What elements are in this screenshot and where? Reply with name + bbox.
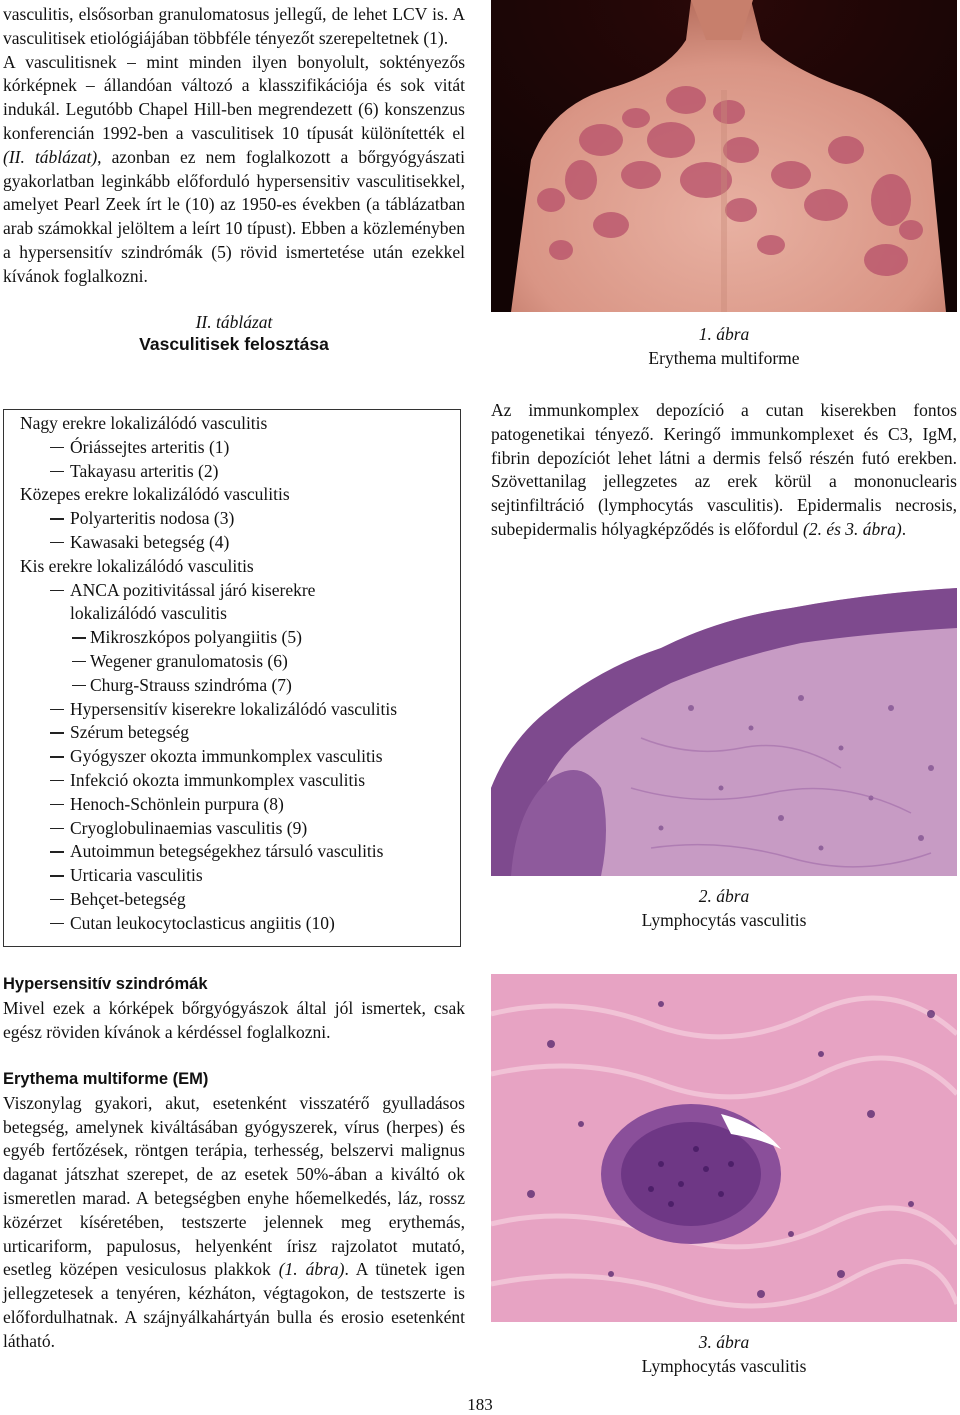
table-rows: [20, 412, 460, 936]
figure-3-image: [491, 974, 957, 1322]
table-row: [20, 579, 460, 603]
table-row-text: Kis erekre lokalizálódó vasculitis: [20, 555, 254, 576]
figure-2-caption: [491, 884, 957, 932]
section-heading: Hypersensitív szindrómák: [3, 975, 208, 993]
figure-caption-text: Lymphocytás vasculitis: [641, 1356, 807, 1376]
table-row-text: Gyógyszer okozta immunkomplex vasculitis: [70, 746, 383, 767]
dash-marker: [50, 709, 64, 711]
table-row-text: Autoimmun betegségekhez társuló vasculitis: [70, 841, 384, 862]
table-row-text: Cutan leukocytoclasticus angiitis (10): [70, 912, 335, 933]
dash-marker: [50, 518, 64, 520]
dash-marker: [50, 780, 64, 782]
dash-marker: [50, 828, 64, 830]
table-row-text: Nagy erekre lokalizálódó vasculitis: [20, 413, 268, 433]
table-row: [20, 793, 460, 817]
figure-caption-text: Lymphocytás vasculitis: [641, 910, 807, 930]
table-row-text: Churg-Strauss szindróma (7): [90, 674, 292, 695]
intro-paragraph-1: vasculitis, elsősorban granulomatosus jellegű, de lehet LCV is. A vasculitisek etiológiájában többféle tényezőt szerepeltetnek (1).: [3, 4, 465, 48]
dash-marker: [50, 851, 64, 853]
table-row: [20, 460, 460, 484]
dash-marker: [50, 804, 64, 806]
dash-marker: [50, 756, 64, 758]
dash-marker: [50, 923, 64, 925]
dash-marker: [50, 447, 64, 449]
figure-number: 1. ábra: [698, 324, 750, 344]
table-row-text: ANCA pozitivitással járó kiserekre: [70, 579, 316, 600]
section-text: Viszonylag gyakori, akut, esetenként visszatérő gyulladásos betegség, amelynek kiváltásában gyógyszerek, vírus (herpes) és egyéb fertőzések, röntgen terápia, terhesség, belszervi malignus daganat játszhat szerepet, de az esetek 50%-ában a kiváltó ok ismeretlen marad. A betegségben enyhe hőemelkedés, láz, rossz közérzet kíséretében, testszerte jelennek meg erythemás, urticariform, papulosus, helyenként írisz rajzolatot mutató, esetleg középen vesiculosus plakkok (1. ábra). A tünetek igen jellegzetesek a tenyéren, kézháton, végtagokon, de testszerte is előfordulhatnak. A szájnyálkahártyán bulla és erosio esetenként látható.: [3, 1092, 465, 1351]
table-reference: (II. táblázat): [3, 146, 98, 167]
dash-marker: [50, 542, 64, 544]
table-row-text: Közepes erekre lokalizálódó vasculitis: [20, 484, 290, 505]
table-row-text: lokalizálódó vasculitis: [70, 603, 227, 624]
table-row: [20, 483, 460, 507]
section-text: Mivel ezek a kórképek bőrgyógyászok által jól ismertek, csak egész röviden kívánok a kérdéssel foglalkozni.: [3, 997, 465, 1042]
figure-reference: (2. és 3. ábra): [803, 518, 902, 539]
table-row: [20, 840, 460, 864]
table-row: [20, 507, 460, 531]
figure-1-image: [491, 0, 957, 312]
table-row: [20, 864, 460, 888]
figure-number: 3. ábra: [698, 1332, 750, 1352]
table-row: [20, 912, 460, 936]
table-row-text: Hypersensitív kiserekre lokalizálódó vasculitis: [70, 698, 398, 719]
figure-1-caption: [491, 322, 957, 370]
figure-3-caption: [491, 1330, 957, 1378]
dash-marker: [50, 875, 64, 877]
figure-reference: (1. ábra): [278, 1259, 345, 1280]
table-row-text: Szérum betegség: [70, 722, 190, 743]
table-row: [20, 531, 460, 555]
intro-text: [3, 3, 465, 355]
dash-marker: [50, 732, 64, 734]
table-row: [20, 888, 460, 912]
table-row: [20, 602, 460, 626]
table-row-text: Behçet-betegség: [70, 888, 186, 909]
immunocomplex-paragraph: [491, 399, 957, 542]
table-row-text: Polyarteritis nodosa (3): [70, 508, 235, 529]
section-erythema-multiforme: [3, 1068, 465, 1354]
section-hypersensitive: [3, 973, 465, 1044]
figure-2-image: [491, 588, 957, 876]
table-row: [20, 698, 460, 722]
table-row: [20, 674, 460, 698]
dash-marker: [50, 471, 64, 473]
dash-marker: [50, 899, 64, 901]
table-row-text: Cryoglobulinaemias vasculitis (9): [70, 817, 308, 838]
table-caption: [3, 311, 465, 355]
table-row: [20, 745, 460, 769]
table-row: [20, 412, 460, 436]
classification-table: [3, 409, 461, 947]
table-title: Vasculitisek felosztása: [139, 333, 329, 354]
table-row: [20, 626, 460, 650]
page-number: 183: [467, 1395, 493, 1414]
dash-marker: [72, 637, 86, 639]
table-row: [20, 436, 460, 460]
section-heading: Erythema multiforme (EM): [3, 1070, 209, 1088]
table-row: [20, 650, 460, 674]
dash-marker: [50, 590, 64, 592]
table-row-text: Infekció okozta immunkomplex vasculitis: [70, 769, 366, 790]
table-row-text: Henoch-Schönlein purpura (8): [70, 793, 284, 814]
dash-marker: [72, 661, 86, 663]
figure-number: 2. ábra: [698, 886, 750, 906]
figure-caption-text: Erythema multiforme: [648, 348, 800, 368]
intro-paragraph-2: A vasculitisnek – mint minden ilyen bonyolult, soktényezős kórképnek – állandóan változó a klasszifikációja és sok vitát indukál. Legutóbb Chapel Hill-ben megrendezett (6) konszenzus konferencián 1992-ben a vasculitisek 10 típusát különítették el (II. táblázat), azonban ez nem foglalkozott a bőrgyógyászati gyakorlatban leginkább előforduló hypersensitiv vasculitisekkel, amelyet Pearl Zeek írt le (10) az 1950-es években (a táblázatban arab számokkal jelöltem a leírt 10 típust). Ebben a közleményben a hypersensitív szindrómák (5) rövid ismertetése után ezekkel kívánok foglalkozni.: [3, 51, 465, 286]
table-row-text: Wegener granulomatosis (6): [90, 650, 288, 671]
table-row-text: Óriássejtes arteritis (1): [70, 436, 230, 457]
table-row-text: Urticaria vasculitis: [70, 865, 203, 886]
table-row: [20, 817, 460, 841]
table-row-text: Kawasaki betegség (4): [70, 531, 230, 552]
paragraph-text: Az immunkomplex depozíció a cutan kiserekben fontos patogenetikai tényező. Keringő immunkomplexet és C3, IgM, fibrin depozíciót lehet látni a dermis felső részén futó erekben. Szövettanilag jellegzetes az erek körül a mononuclearis sejtinfiltráció (lymphocytás vasculitis). Epidermalis necrosis, subepidermalis hólyagképződés is előfordul (2. és 3. ábra).: [491, 400, 957, 539]
table-number: II. táblázat: [195, 311, 273, 332]
table-row: [20, 555, 460, 579]
table-row: [20, 721, 460, 745]
dash-marker: [72, 685, 86, 687]
table-row-text: Takayasu arteritis (2): [70, 460, 219, 481]
table-row-text: Mikroszkópos polyangiitis (5): [90, 627, 302, 648]
table-row: [20, 769, 460, 793]
